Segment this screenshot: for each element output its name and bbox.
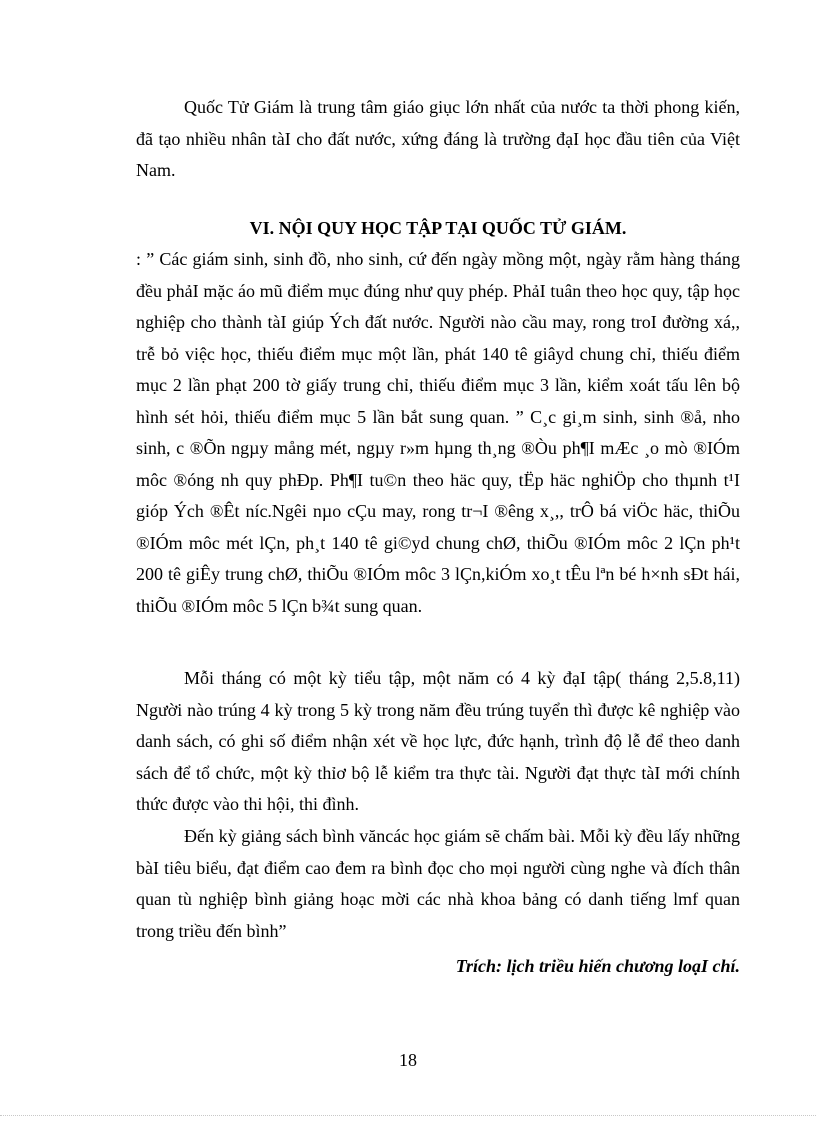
citation: Trích: lịch triều hiến chương loạI chí. <box>455 956 740 976</box>
footer-divider <box>0 1115 816 1116</box>
grading-paragraph: Đến kỳ giảng sách bình văncác học giám sẽ chấm bài. Mỗi kỳ đều lấy những bàI tiêu biểu, đạt điểm cao đem ra bình đọc cho mọi người cùng nghe và đích thân quan tù nghiệp bình giảng hoạc mời các nhà khoa bảng có danh tiếng lmf quan trong triều đến bình” <box>136 826 740 941</box>
page-number: 18 <box>399 1050 417 1070</box>
section-heading: VI. NỘI QUY HỌC TẬP TẠI QUỐC TỬ GIÁM. <box>249 218 627 238</box>
intro-paragraph: Quốc Tử Giám là trung tâm giáo giục lớn nhất của nước ta thời phong kiến, đã tạo nhiều nhân tàI cho đất nước, xứng đáng là trường đạI học đầu tiên của Việt Nam. <box>136 97 740 180</box>
exam-paragraph: Mỗi tháng có một kỳ tiểu tập, một năm có 4 kỳ đạI tập( tháng 2,5.8,11) Người nào trúng 4 kỳ trong 5 kỳ trong năm đều trúng tuyển thì được kê nghiệp vào danh sách, có ghi số điểm nhận xét về học lực, đức hạnh, trình độ lễ để theo danh sách để tổ chức, một kỳ thỉơ bộ lễ kiểm tra thực tài. Người đạt thực tàI mới chính thức được vào thi hội, thi đình. <box>136 668 740 814</box>
quote-paragraph: : ” Các giám sinh, sinh đồ, nho sinh, cứ đến ngày mồng một, ngày rằm hàng tháng đều phảI mặc áo mũ điểm mục đúng như quy phép. PhảI tuân theo học quy, tập học nghiệp cho thành tàI giúp Ých đất nước. Người nào cầu may, rong troI đường xá,, trễ bỏ việc học, thiếu điểm mục một lần, phát 140 tê giâyd chung chỉ, thiếu điểm mục 2 lần phạt 200 tờ giấy trung chỉ, thiếu điểm mục 3 lần, kiểm xoát tấu lên bộ hình sét hỏi, thiếu điểm mục 5 lần bắt sung quan. ” C¸c gi¸m sinh, sinh ®å, nho sinh, c ®Õn ngµy mång mét, ngµy r»m hµng th¸ng ®Òu ph¶I mÆc ¸o mò ®IÓm môc ®óng nh quy phÐp. Ph¶I tu©n theo häc quy, tËp häc nghiÖp cho thµnh t¹I gióp Ých ®Êt níc.Ngêi nµo cÇu may, rong tr¬I ®êng x¸,, trÔ bá viÖc häc, thiÕu ®IÓm môc mét lÇn, ph¸t 140 tê gi©yd chung chØ, thiÕu ®IÓm môc 2 lÇn ph¹t 200 tê giÊy trung chØ, thiÕu ®IÓm môc 3 lÇn,kiÓm xo¸t tÊu lªn bé h×nh sÐt hái, thiÕu ®IÓm môc 5 lÇn b¾t sung quan. <box>136 249 740 616</box>
